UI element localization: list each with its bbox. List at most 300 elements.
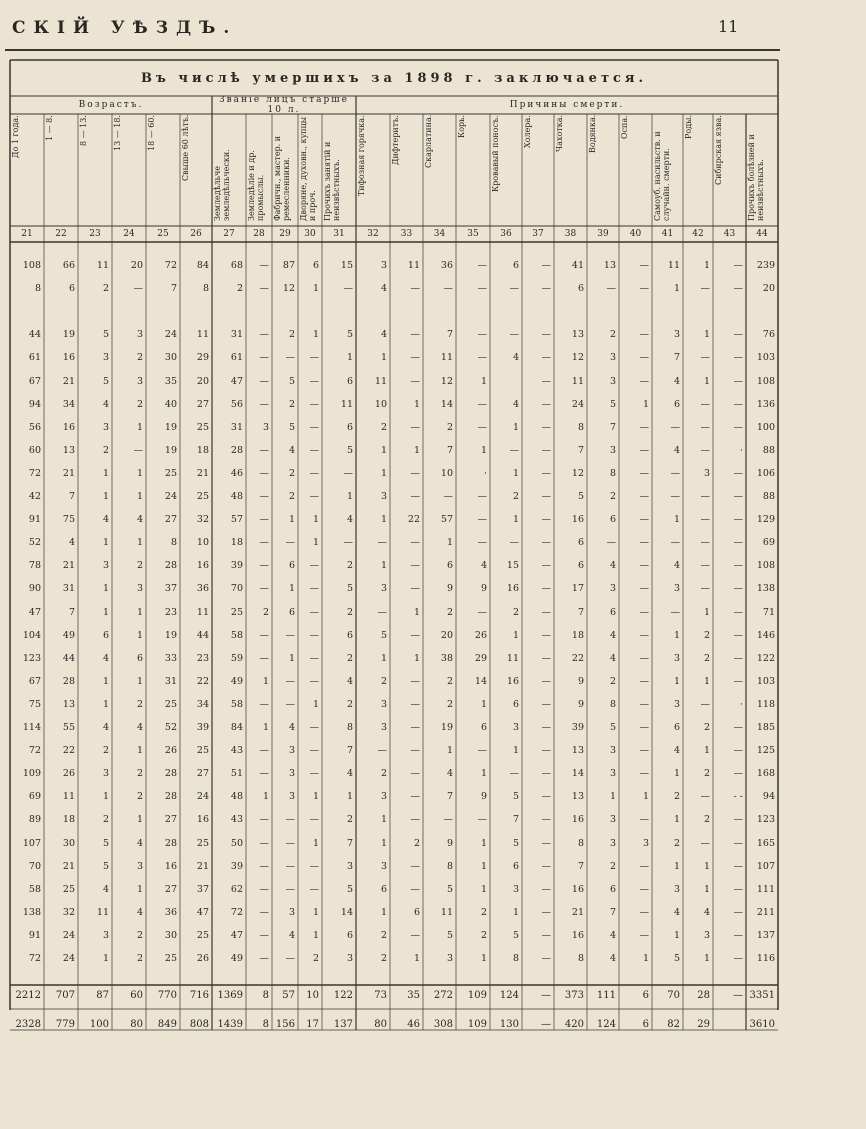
table-cell: 4 [380,283,387,295]
table-cell: 4 [446,768,453,780]
table-cell: 20 [196,375,209,387]
table-cell: 1 [642,791,649,803]
table-cell: 3 [609,768,616,780]
grand-total-cell: 779 [55,1019,75,1030]
table-cell: 1 [136,675,143,687]
table-cell: — [670,467,680,479]
table-cell: 2 [380,421,387,433]
table-cell: — [541,722,551,733]
table-cell: — [477,491,487,502]
table-cell: 1 [102,953,109,964]
table-cell: 1 [673,283,680,295]
table-cell: — [541,860,551,872]
table-cell: — [259,883,269,895]
table-cell: 6 [512,860,519,872]
table-cell: 3 [102,352,109,364]
table-cell: 44 [28,329,41,341]
table-cell: 107 [756,860,775,872]
table-cell: 3 [136,375,143,387]
table-cell: 103 [756,352,775,364]
table-cell: 3 [380,260,387,271]
table-cell: — [343,283,353,295]
table-cell: 3 [446,953,453,964]
table-cell: 2 [136,560,143,572]
table-cell: — [733,722,743,733]
table-cell: 78 [28,560,41,572]
table-cell: 34 [196,698,209,710]
table-cell: — [309,444,319,456]
table-cell: 8 [609,698,616,710]
table-cell: — [309,675,319,687]
table-cell: — [733,675,743,687]
table-cell: 26 [196,953,209,964]
table-cell: 72 [164,260,177,271]
table-cell: 3 [102,768,109,780]
table-cell: 13 [571,745,584,757]
table-cell: 1 [480,860,487,872]
table-cell: 25 [164,467,177,479]
table-cell: — [509,283,519,295]
table-cell: 123 [756,814,775,826]
table-cell: — [477,745,487,757]
table-cell: 59 [230,652,243,664]
table-cell: 6 [136,652,143,664]
table-cell: 5 [446,929,453,941]
table-cell: 5 [609,398,616,410]
table-cell: 6 [312,260,319,271]
table-cell: 36 [196,583,209,595]
table-cell: 6 [288,606,295,618]
table-cell: 6 [68,283,75,295]
table-cell: — [285,860,295,872]
table-cell: 11 [571,375,584,387]
table-cell: 16 [571,814,584,826]
table-cell: 25 [196,837,209,849]
table-cell: — [541,606,551,618]
table-cell: — [410,814,420,826]
table-cell: 58 [230,629,243,641]
table-cell: — [639,629,649,641]
table-cell: 3 [380,860,387,872]
table-cell: 1 [413,953,420,964]
column-header: Оспа. [620,115,629,139]
column-header: Холера. [523,115,532,148]
grand-total-cell: 8 [262,1019,269,1030]
table-cell: 1 [346,491,353,502]
table-cell: 3 [136,329,143,341]
column-header: Фабричн., мастер. и ремесленники. [273,135,291,221]
table-cell: 27 [164,514,177,526]
table-cell: 49 [62,629,75,641]
table-cell: 239 [756,260,775,271]
table-cell: 185 [756,722,775,733]
table-cell: 106 [756,467,775,479]
table-cell: 1 [703,883,710,895]
table-cell: 11 [340,398,353,410]
table-cell: — [309,352,319,364]
table-cell: 1 [312,906,319,918]
table-cell: 17 [571,583,584,595]
table-cell: 7 [446,329,453,341]
grand-total-cell: 29 [697,1019,710,1030]
table-cell: 72 [28,467,41,479]
table-cell: 28 [230,444,243,456]
table-cell: 34 [62,398,75,410]
table-cell: — [639,652,649,664]
table-cell: 30 [164,929,177,941]
table-cell: 2 [346,560,353,572]
table-cell: 1 [136,491,143,502]
table-cell: 1 [380,906,387,918]
table-cell: 24 [62,929,75,941]
table-cell: 138 [756,583,775,595]
table-cell: 8 [609,467,616,479]
table-cell: 4 [703,906,710,918]
table-cell: — [259,698,269,710]
table-cell: 2 [288,467,295,479]
table-cell: — [410,352,420,364]
table-cell: 94 [28,398,41,410]
table-cell: — [541,675,551,687]
table-cell: 2 [288,491,295,502]
table-cell: 41 [571,260,584,271]
table-cell: 19 [62,329,75,341]
column-header: Роды. [684,115,693,140]
table-cell: 1 [288,583,295,595]
table-cell: — [309,722,319,733]
table-cell: 31 [230,421,243,433]
table-cell: 6 [346,375,353,387]
table-cell: 3 [262,421,269,433]
table-cell: 12 [440,375,453,387]
total-cell: 111 [596,990,616,1001]
table-cell: 18 [62,814,75,826]
table-cell: 49 [230,953,243,964]
table-cell: — [606,537,616,549]
table-cell: 58 [230,698,243,710]
column-header: Прочихъ болѣзней и неизвѣстныхъ. [747,134,765,221]
table-cell: — [259,652,269,664]
table-cell: 51 [230,768,243,780]
table-cell: 7 [446,444,453,456]
group-age: Возрастъ. [78,100,144,110]
table-cell: 8 [202,283,209,295]
column-header: Скарлатина. [424,115,433,169]
table-cell: 6 [609,883,616,895]
table-cell: 2 [703,768,710,780]
table-cell: — [259,953,269,964]
grand-total-cell: 156 [275,1019,295,1030]
table-cell: 2 [609,491,616,502]
table-cell: — [309,606,319,618]
table-cell: 26 [62,768,75,780]
table-cell: 3 [102,560,109,572]
table-cell: 28 [164,560,177,572]
table-cell: — [309,768,319,780]
table-cell: 60 [28,444,41,456]
table-cell: 84 [196,260,209,271]
table-cell: — [700,283,710,295]
table-cell: 3 [346,860,353,872]
table-cell: — [733,745,743,757]
table-cell: 5 [512,837,519,849]
table-cell: 32 [62,906,75,918]
table-cell: 9 [577,698,584,710]
table-cell: — [259,491,269,502]
table-cell: 68 [230,260,243,271]
table-cell: 2 [346,606,353,618]
table-cell: 3 [512,722,519,733]
table-cell: 6 [413,906,420,918]
table-cell: 31 [230,329,243,341]
table-cell: 16 [571,929,584,941]
table-cell: 25 [196,491,209,502]
table-cell: 5 [288,421,295,433]
table-cell: 7 [68,491,75,502]
table-cell: 4 [346,514,353,526]
table-cell: 165 [756,837,775,849]
table-cell: 4 [68,537,75,549]
table-cell: 72 [28,953,41,964]
table-cell: — [639,745,649,757]
table-cell: 137 [756,929,775,941]
table-cell: 6 [480,722,487,733]
table-cell: 2 [512,606,519,618]
table-cell: 3 [673,652,680,664]
table-cell: — [639,467,649,479]
table-cell: 49 [230,675,243,687]
table-cell: 6 [288,560,295,572]
table-cell: 2 [480,906,487,918]
table-cell: 16 [506,583,519,595]
table-cell: — [259,352,269,364]
table-cell: — [509,768,519,780]
table-cell: 1 [673,860,680,872]
table-cell: — [377,606,387,618]
table-cell: 2 [703,629,710,641]
column-number: 42 [692,229,704,239]
table-cell: 69 [762,537,775,549]
table-cell: 1 [102,698,109,710]
column-number: 22 [55,229,67,239]
table-cell: 24 [164,491,177,502]
table-cell: 21 [62,860,75,872]
table-cell: 1 [288,514,295,526]
table-cell: — [639,675,649,687]
table-cell: 4 [609,652,616,664]
table-cell: 6 [673,398,680,410]
table-cell: 71 [762,606,775,618]
table-cell: — [259,283,269,295]
table-cell: — [639,283,649,295]
table-cell: 5 [346,329,353,341]
table-cell: 8 [577,421,584,433]
table-cell: 9 [446,837,453,849]
table-cell: 2 [102,444,109,456]
table-cell: 24 [62,953,75,964]
table-cell: 3 [346,953,353,964]
table-cell: 52 [28,537,41,549]
table-cell: 6 [673,722,680,733]
table-cell: 19 [164,444,177,456]
table-cell: — [733,375,743,387]
table-cell: 1 [312,537,319,549]
table-cell: — [541,375,551,387]
table-cell: 10 [374,398,387,410]
table-cell: 5 [102,329,109,341]
table-cell: 1 [480,375,487,387]
table-cell: · [739,444,743,456]
table-cell: — [733,606,743,618]
table-cell: — [733,953,743,964]
column-number: 33 [400,229,413,239]
table-cell: 1 [413,444,420,456]
column-number: 29 [279,229,291,239]
table-cell: 109 [22,768,41,780]
table-cell: — [541,467,551,479]
table-cell: 2 [380,929,387,941]
table-cell: 16 [196,814,209,826]
table-cell: 20 [440,629,453,641]
table-cell: — [309,629,319,641]
table-cell: 2 [703,814,710,826]
grand-total-cell: 124 [596,1019,616,1030]
grand-total-cell: 80 [374,1019,387,1030]
table-cell: 15 [506,560,519,572]
table-cell: 4 [102,514,109,526]
table-cell: 12 [571,467,584,479]
table-cell: — [259,629,269,641]
table-cell: 2 [609,860,616,872]
column-number: 23 [89,229,101,239]
column-number: 30 [304,229,316,239]
table-cell: 1 [703,745,710,757]
table-cell: 2 [136,791,143,803]
table-cell: 20 [130,260,143,271]
table-cell: 3 [288,791,295,803]
table-cell: 4 [136,514,143,526]
grand-total-cell: 109 [467,1019,487,1030]
table-cell: 2 [512,491,519,502]
table-cell: 116 [756,953,775,964]
total-cell: 707 [55,990,75,1001]
table-cell: — [285,953,295,964]
table-cell: — [541,791,551,803]
table-cell: 8 [346,722,353,733]
table-cell: — [410,421,420,433]
table-cell: — [309,814,319,826]
table-cell: — [259,929,269,941]
column-header: Самоуб. насильств. и случайн. смерти. [653,131,671,221]
table-cell: — [541,560,551,572]
total-cell: 109 [467,990,487,1001]
table-cell: 6 [512,260,519,271]
grand-total-cell: 100 [89,1019,109,1030]
column-header: Корь. [457,115,466,139]
table-cell: 2 [346,814,353,826]
table-cell: 1 [480,837,487,849]
table-cell: 168 [756,768,775,780]
table-cell: 3 [380,491,387,502]
table-cell: — [309,883,319,895]
table-cell: 1 [642,953,649,964]
table-cell: 90 [28,583,41,595]
table-cell: 48 [230,491,243,502]
table-cell: 1 [446,537,453,549]
table-cell: — [285,629,295,641]
table-cell: — [541,398,551,410]
table-cell: 4 [673,560,680,572]
table-cell: 3 [380,722,387,733]
table-cell: 70 [28,860,41,872]
table-cell: · [483,467,487,479]
table-cell: — [443,814,453,826]
table-cell: 2 [136,352,143,364]
table-cell: — [541,352,551,364]
table-cell: 6 [346,421,353,433]
table-cell: 19 [164,421,177,433]
table-cell: 13 [62,698,75,710]
table-cell: 6 [346,629,353,641]
table-cell: 75 [62,514,75,526]
column-header: 18 — 60. [147,115,156,151]
table-cell: 1 [312,791,319,803]
table-cell: — [700,421,710,433]
table-cell: 1 [673,814,680,826]
table-cell: 1 [480,953,487,964]
table-cell: 61 [230,352,243,364]
table-cell: 1 [380,514,387,526]
table-cell: 5 [346,444,353,456]
column-header: До 1 года. [11,115,20,158]
table-cell: 2 [136,768,143,780]
table-cell: — [639,329,649,341]
table-cell: 4 [136,837,143,849]
table-cell: — [541,814,551,826]
table-cell: — [733,398,743,410]
table-cell: 13 [62,444,75,456]
table-cell: — [410,698,420,710]
column-number: 24 [123,229,135,239]
table-cell: 18 [571,629,584,641]
table-cell: — [541,444,551,456]
table-cell: 14 [440,398,453,410]
table-cell: — [733,929,743,941]
table-cell: — [639,929,649,941]
total-cell: 716 [189,990,209,1001]
column-header: Прочихъ занятій и неизвѣстныхъ. [323,141,341,221]
table-cell: 107 [22,837,41,849]
table-cell: 29 [474,652,487,664]
table-cell: 2 [703,722,710,733]
table-cell: — [309,745,319,757]
table-cell: 3 [673,883,680,895]
total-cell: 6 [642,990,649,1001]
total-cell: — [541,990,551,1001]
table-cell: — [700,698,710,710]
table-cell: 36 [164,906,177,918]
table-cell: 22 [407,514,420,526]
table-cell: 11 [506,652,519,664]
table-cell: 24 [164,329,177,341]
table-cell: 1 [380,444,387,456]
table-cell: — [639,260,649,271]
table-cell: 47 [230,929,243,941]
table-title: Въ числѣ умершихъ за 1898 г. заключается. [140,70,648,86]
table-cell: 3 [136,583,143,595]
table-cell: 6 [577,537,584,549]
table-cell: — [733,883,743,895]
